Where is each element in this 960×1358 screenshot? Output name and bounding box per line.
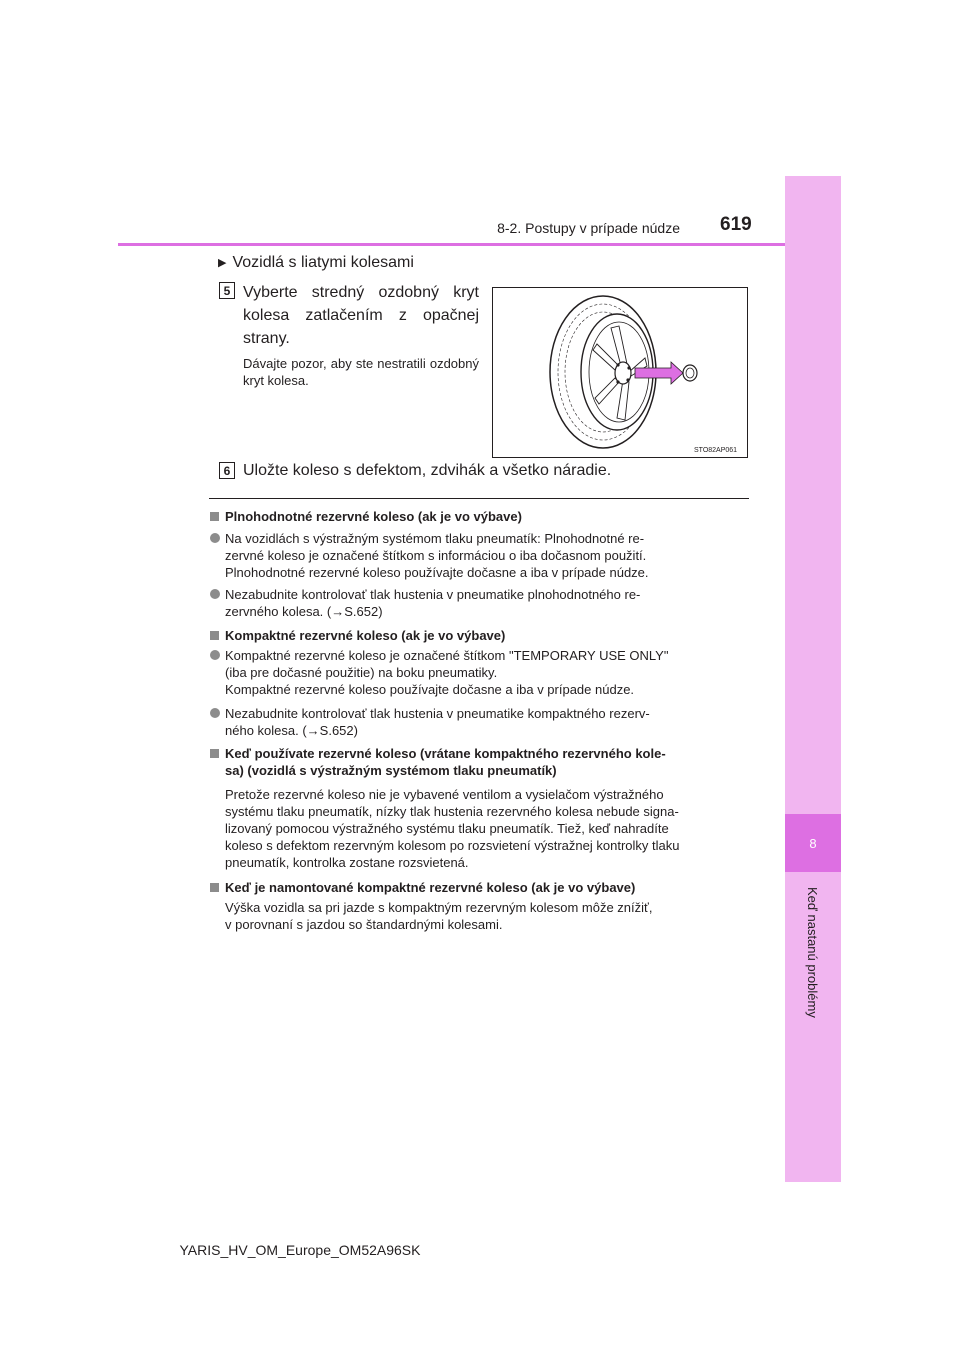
square-bullet-icon (210, 631, 219, 640)
text-line: (iba pre dočasné použitie) na boku pneumatiky. (225, 665, 498, 680)
text-line: Kompaktné rezervné koleso používajte dočasne a iba v prípade núdze. (225, 682, 635, 697)
chapter-number-tab: 8 (785, 814, 841, 872)
text-line: Nezabudnite kontrolovať tlak hustenia v pneumatike plnohodnotného re- (225, 587, 641, 602)
square-bullet-icon (210, 883, 219, 892)
text-line: Nezabudnite kontrolovať tlak hustenia v pneumatike kompaktného rezerv- (225, 706, 650, 721)
text-line: lizovaný pomocou výstražného systému tlaku pneumatík. Tiež, keď nahradíte (225, 821, 669, 836)
page-number: 619 (720, 214, 752, 235)
chapter-title: 8-2. Postupy v prípade núdze (497, 220, 680, 236)
step-6-number: 6 (219, 462, 235, 479)
text-line: pneumatík, kontrolka zostane rozsvietená. (225, 855, 469, 870)
section-body-compact-installed (225, 899, 745, 933)
text-line: Na vozidlách s výstražným systémom tlaku pneumatík: Plnohodnotné re- (225, 531, 645, 546)
chapter-side-tab (785, 176, 841, 1182)
section-title-compact-spare (210, 627, 750, 644)
step-5-text: Vyberte stredný ozdobný kryt kolesa zatlačením z opačnej strany. (243, 284, 479, 347)
list-item (210, 586, 750, 620)
section-title-compact-installed (210, 879, 750, 896)
section-title-line: sa) (vozidlá s výstražným systémom tlaku pneumatík) (225, 763, 557, 778)
bullet-dot-icon (210, 708, 220, 718)
list-item (210, 530, 750, 582)
step-5-number: 5 (219, 282, 235, 299)
text-line: Kompaktné rezervné koleso je označené štítkom "TEMPORARY USE ONLY" (225, 648, 669, 663)
bullet-dot-icon (210, 533, 220, 543)
text-line: v porovnaní s jazdou so štandardnými kolesami. (225, 917, 503, 932)
document-id: YARIS_HV_OM_Europe_OM52A96SK (179, 1242, 421, 1258)
step-5-note: Dávajte pozor, aby ste nestratili ozdobný kryt kolesa. (243, 356, 479, 388)
section-body-using-spare (225, 786, 745, 871)
text-line: Výška vozidla sa pri jazde s kompaktným rezervným kolesom môže znížiť, (225, 900, 653, 915)
wheel-illustration-svg (493, 288, 747, 457)
text-line: koleso s defektom rezervným kolesom po rozsvietení výstražnej kontrolky tlaku (225, 838, 680, 853)
header-divider (118, 243, 785, 246)
text-line: zervné koleso je označené štítkom s informáciou o iba dočasnom použití. (225, 548, 647, 563)
section-divider (209, 498, 749, 499)
bullet-dot-icon (210, 650, 220, 660)
section-title-line: Keď používate rezervné koleso (vrátane kompaktného rezervného kole- (225, 746, 666, 761)
chapter-side-title: Keď nastanú problémy (805, 887, 820, 1018)
step-6-text: Uložte koleso s defektom, zdvihák a všetko náradie. (243, 462, 612, 479)
wheel-cap-illustration (492, 287, 748, 458)
text-line: ného kolesa. (→S.652) (225, 723, 358, 738)
section-title-full-size-spare (210, 508, 750, 525)
variant-heading (218, 254, 414, 272)
section-title-text: Keď je namontované kompaktné rezervné koleso (ak je vo výbave) (225, 880, 636, 895)
list-item (210, 705, 750, 739)
illustration-code: STO82AP061 (694, 447, 738, 454)
square-bullet-icon (210, 749, 219, 758)
square-bullet-icon (210, 512, 219, 521)
section-title-text: Plnohodnotné rezervné koleso (ak je vo výbave) (225, 509, 522, 524)
text-line: zervného kolesa. (→S.652) (225, 604, 383, 619)
section-title-using-spare (210, 745, 750, 779)
text-line: systému tlaku pneumatík, nízky tlak hustenia rezervného kolesa nebude signa- (225, 804, 679, 819)
list-item (210, 647, 750, 699)
variant-heading-text: Vozidlá s liatymi kolesami (232, 254, 414, 271)
text-line: Plnohodnotné rezervné koleso používajte dočasne a iba v prípade núdze. (225, 565, 649, 580)
bullet-dot-icon (210, 589, 220, 599)
triangle-right-icon: ▶ (218, 257, 227, 269)
text-line: Pretože rezervné koleso nie je vybavené ventilom a vysielačom výstražného (225, 787, 664, 802)
section-title-text: Kompaktné rezervné koleso (ak je vo výbave) (225, 628, 506, 643)
